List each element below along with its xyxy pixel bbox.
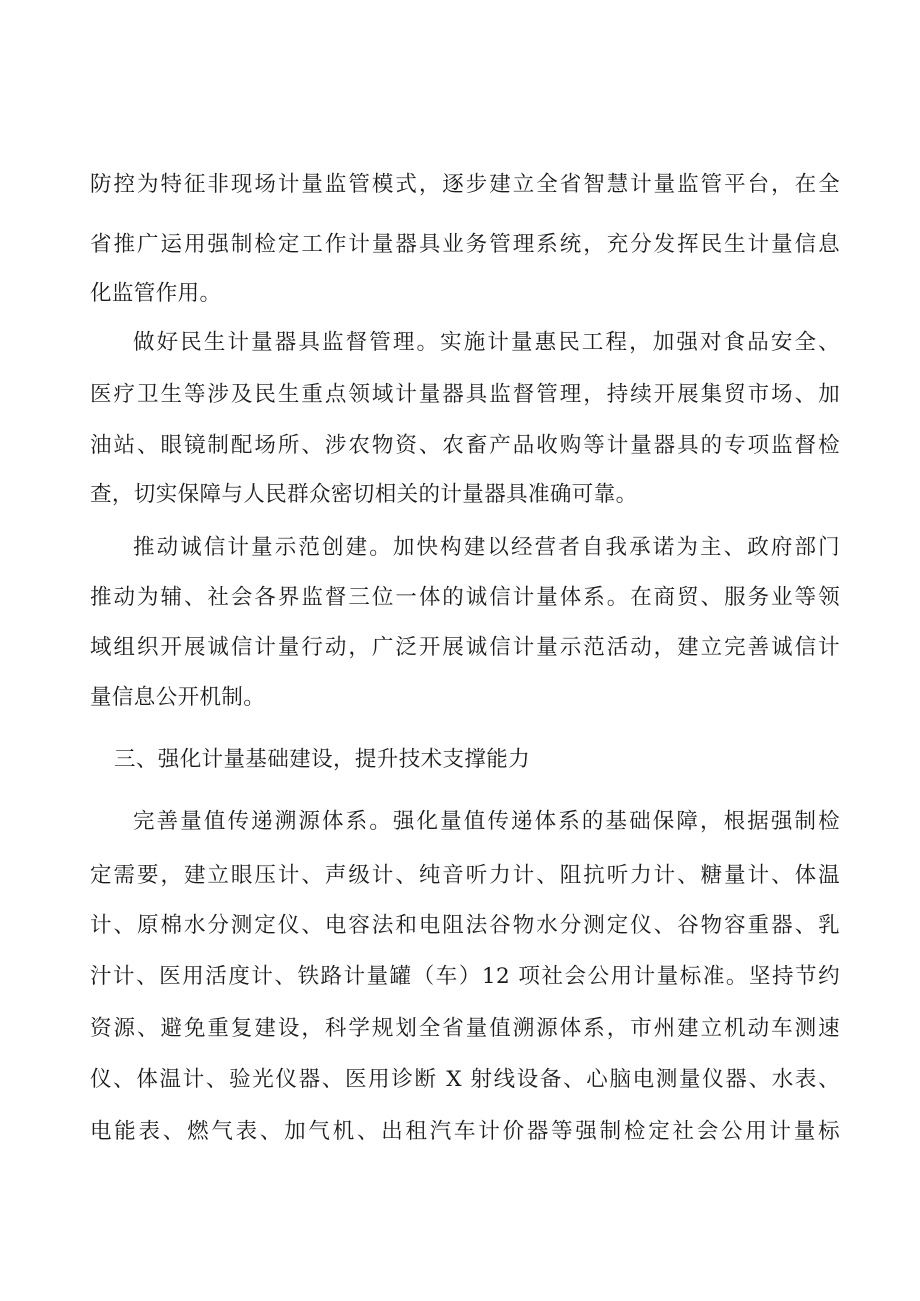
paragraph-4-line-6: 仪、体温计、验光仪器、医用诊断 X 射线设备、心脑电测量仪器、水表、	[90, 1067, 840, 1092]
paragraph-2-line-3: 油站、眼镜制配场所、涉农物资、农畜产品收购等计量器具的专项监督检	[90, 433, 840, 458]
paragraph-1-line-1: 防控为特征非现场计量监管模式，逐步建立全省智慧计量监管平台，在全	[90, 172, 840, 197]
paragraph-1-line-2: 省推广运用强制检定工作计量器具业务管理系统，充分发挥民生计量信息	[90, 232, 840, 257]
paragraph-1-line-3: 化监管作用。	[90, 281, 222, 306]
paragraph-4-line-1: 完善量值传递溯源体系。强化量值传递体系的基础保障，根据强制检	[133, 809, 840, 834]
paragraph-4-line-5: 资源、避免重复建设，科学规划全省量值溯源体系，市州建立机动车测速	[90, 1016, 840, 1041]
paragraph-3-line-4: 量信息公开机制。	[90, 685, 266, 710]
paragraph-4-line-3: 计、原棉水分测定仪、电容法和电阻法谷物水分测定仪、谷物容重器、乳	[90, 913, 840, 938]
paragraph-3-line-1: 推动诚信计量示范创建。加快构建以经营者自我承诺为主、政府部门	[133, 535, 840, 560]
paragraph-2-line-2: 医疗卫生等涉及民生重点领域计量器具监督管理，持续开展集贸市场、加	[90, 382, 840, 407]
paragraph-4-line-4: 汁计、医用活度计、铁路计量罐（车）12 项社会公用计量标准。坚持节约	[90, 964, 840, 989]
paragraph-4-line-2: 定需要，建立眼压计、声级计、纯音听力计、阻抗听力计、糖量计、体温	[90, 863, 840, 888]
paragraph-3-line-2: 推动为辅、社会各界监督三位一体的诚信计量体系。在商贸、服务业等领	[90, 585, 840, 610]
paragraph-4-line-7: 电能表、燃气表、加气机、出租汽车计价器等强制检定社会公用计量标	[90, 1119, 840, 1144]
section-heading: 三、强化计量基础建设，提升技术支撑能力	[114, 747, 531, 772]
paragraph-2-line-4: 查，切实保障与人民群众密切相关的计量器具准确可靠。	[90, 482, 638, 507]
paragraph-3-line-3: 域组织开展诚信计量行动，广泛开展诚信计量示范活动，建立完善诚信计	[90, 635, 840, 660]
paragraph-2-line-1: 做好民生计量器具监督管理。实施计量惠民工程，加强对食品安全、	[133, 330, 840, 355]
